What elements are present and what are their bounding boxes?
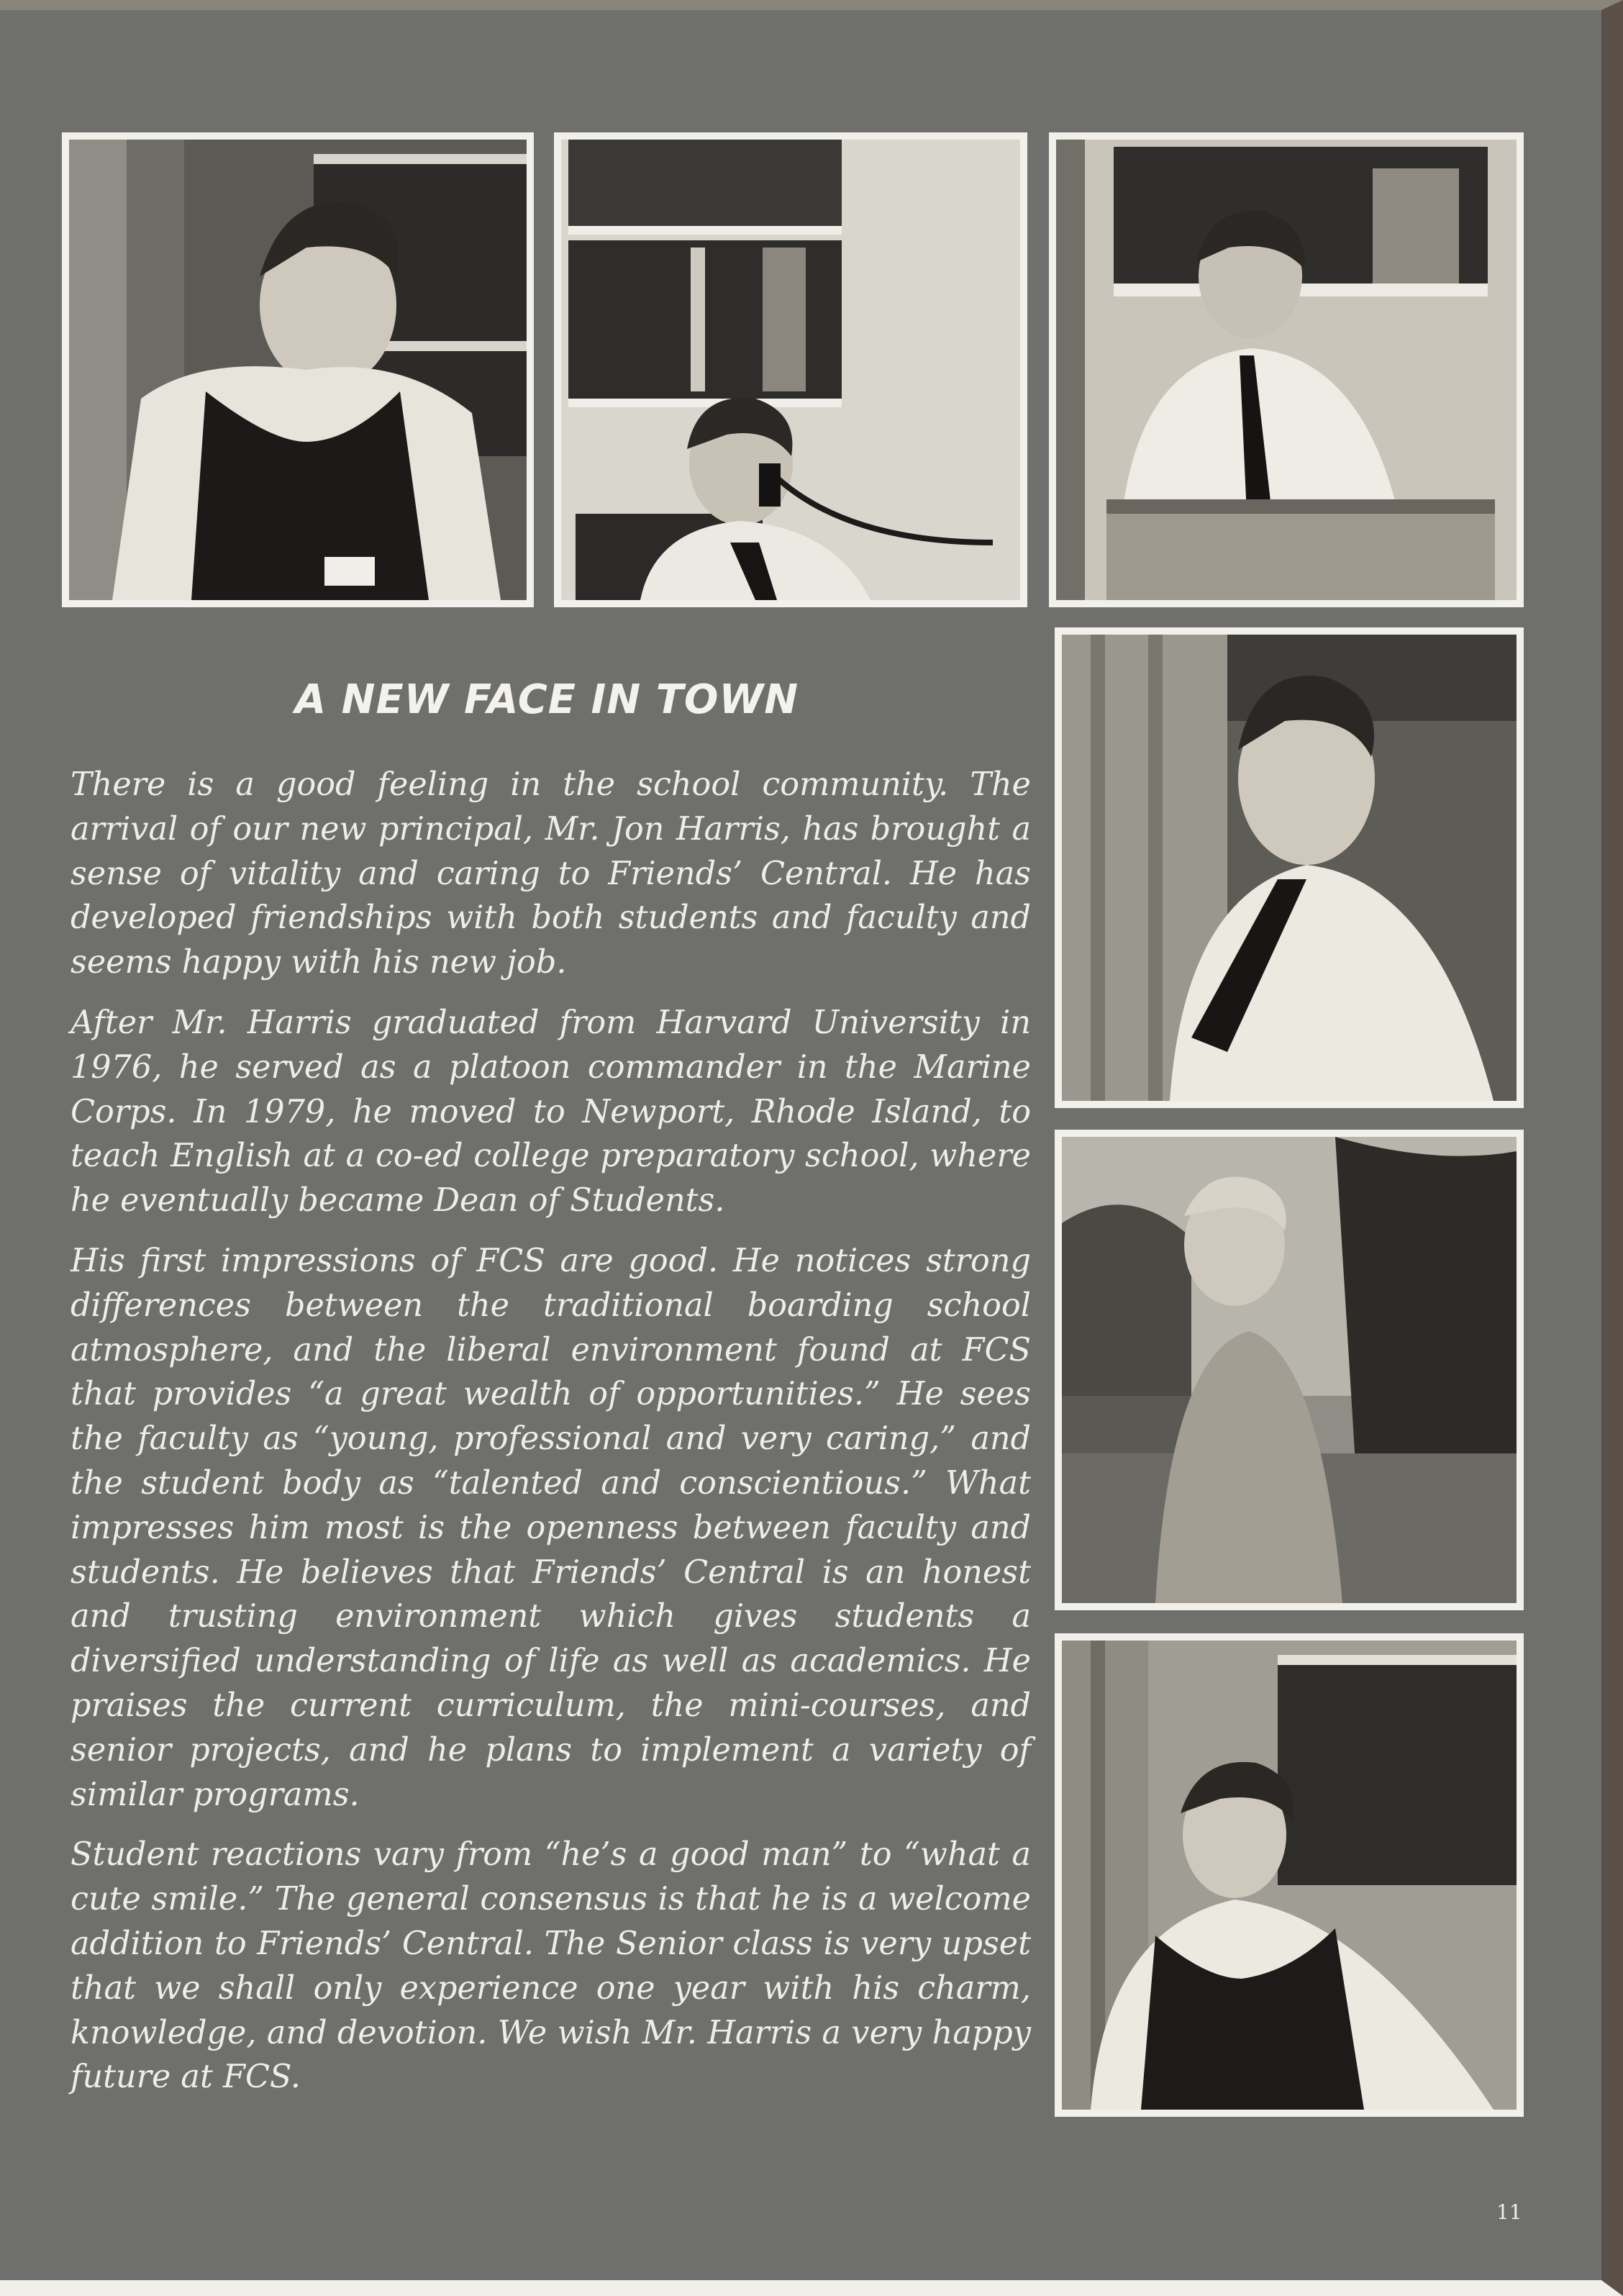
article-paragraph: Student reactions vary from “he’s a good man” to “what a cute smile.” The general consensus is that he is a welcome addition to Friends’ Central. The Senior class is very upset that we shall only experience one year with his charm, knowledge, and devotion. We wish Mr. Harris a very happy future at FCS. — [71, 1836, 1031, 2096]
article-paragraph: There is a good feeling in the school community. The arrival of our new principal, Mr. Jon Harris, has brought a sense of vitality and caring to Friends’ Central. He has developed friendships with both students and faculty and seems happy with his new job. — [71, 766, 1031, 981]
page-number: 11 — [1496, 2200, 1522, 2224]
photo-right-3 — [1055, 1633, 1524, 2117]
photo-right-2 — [1055, 1130, 1524, 1610]
photo-top-right — [1049, 132, 1524, 607]
photo-top-left — [62, 132, 534, 607]
photo-man-on-phone — [561, 140, 1020, 600]
article-paragraph: His first impressions of FCS are good. He notices strong differences between the traditional boarding school atmosphere, and the liberal environment found at FCS that provides “a great wealth of opportunities.” He sees the faculty as “young, professional and very caring,” and the student body as “talented and conscientious.” What impresses him most is the openness between faculty and students. He believes that Friends’ Central is an honest and trusting environment which gives students a diversified understanding of life as well as academics. He praises the current curriculum, the mini-courses, and senior projects, and he plans to implement a variety of similar programs. — [71, 1242, 1031, 1813]
photo-top-middle — [554, 132, 1027, 607]
photo-man-outdoors — [1062, 1137, 1517, 1603]
photo-man-in-sweater-vest — [69, 140, 527, 600]
photo-man-looking-up — [1062, 1641, 1517, 2110]
photo-man-at-desk — [1056, 140, 1517, 600]
article-headline: A NEW FACE IN TOWN — [294, 676, 799, 723]
photo-man-smiling-tie — [1062, 635, 1517, 1101]
article-body — [71, 763, 1031, 2115]
photo-right-1 — [1055, 627, 1524, 1108]
article-paragraph: After Mr. Harris graduated from Harvard University in 1976, he served as a platoon commander in the Marine Corps. In 1979, he moved to Newport, Rhode Island, to teach English at a co-ed college preparatory school, where he eventually became Dean of Students. — [71, 1004, 1031, 1220]
